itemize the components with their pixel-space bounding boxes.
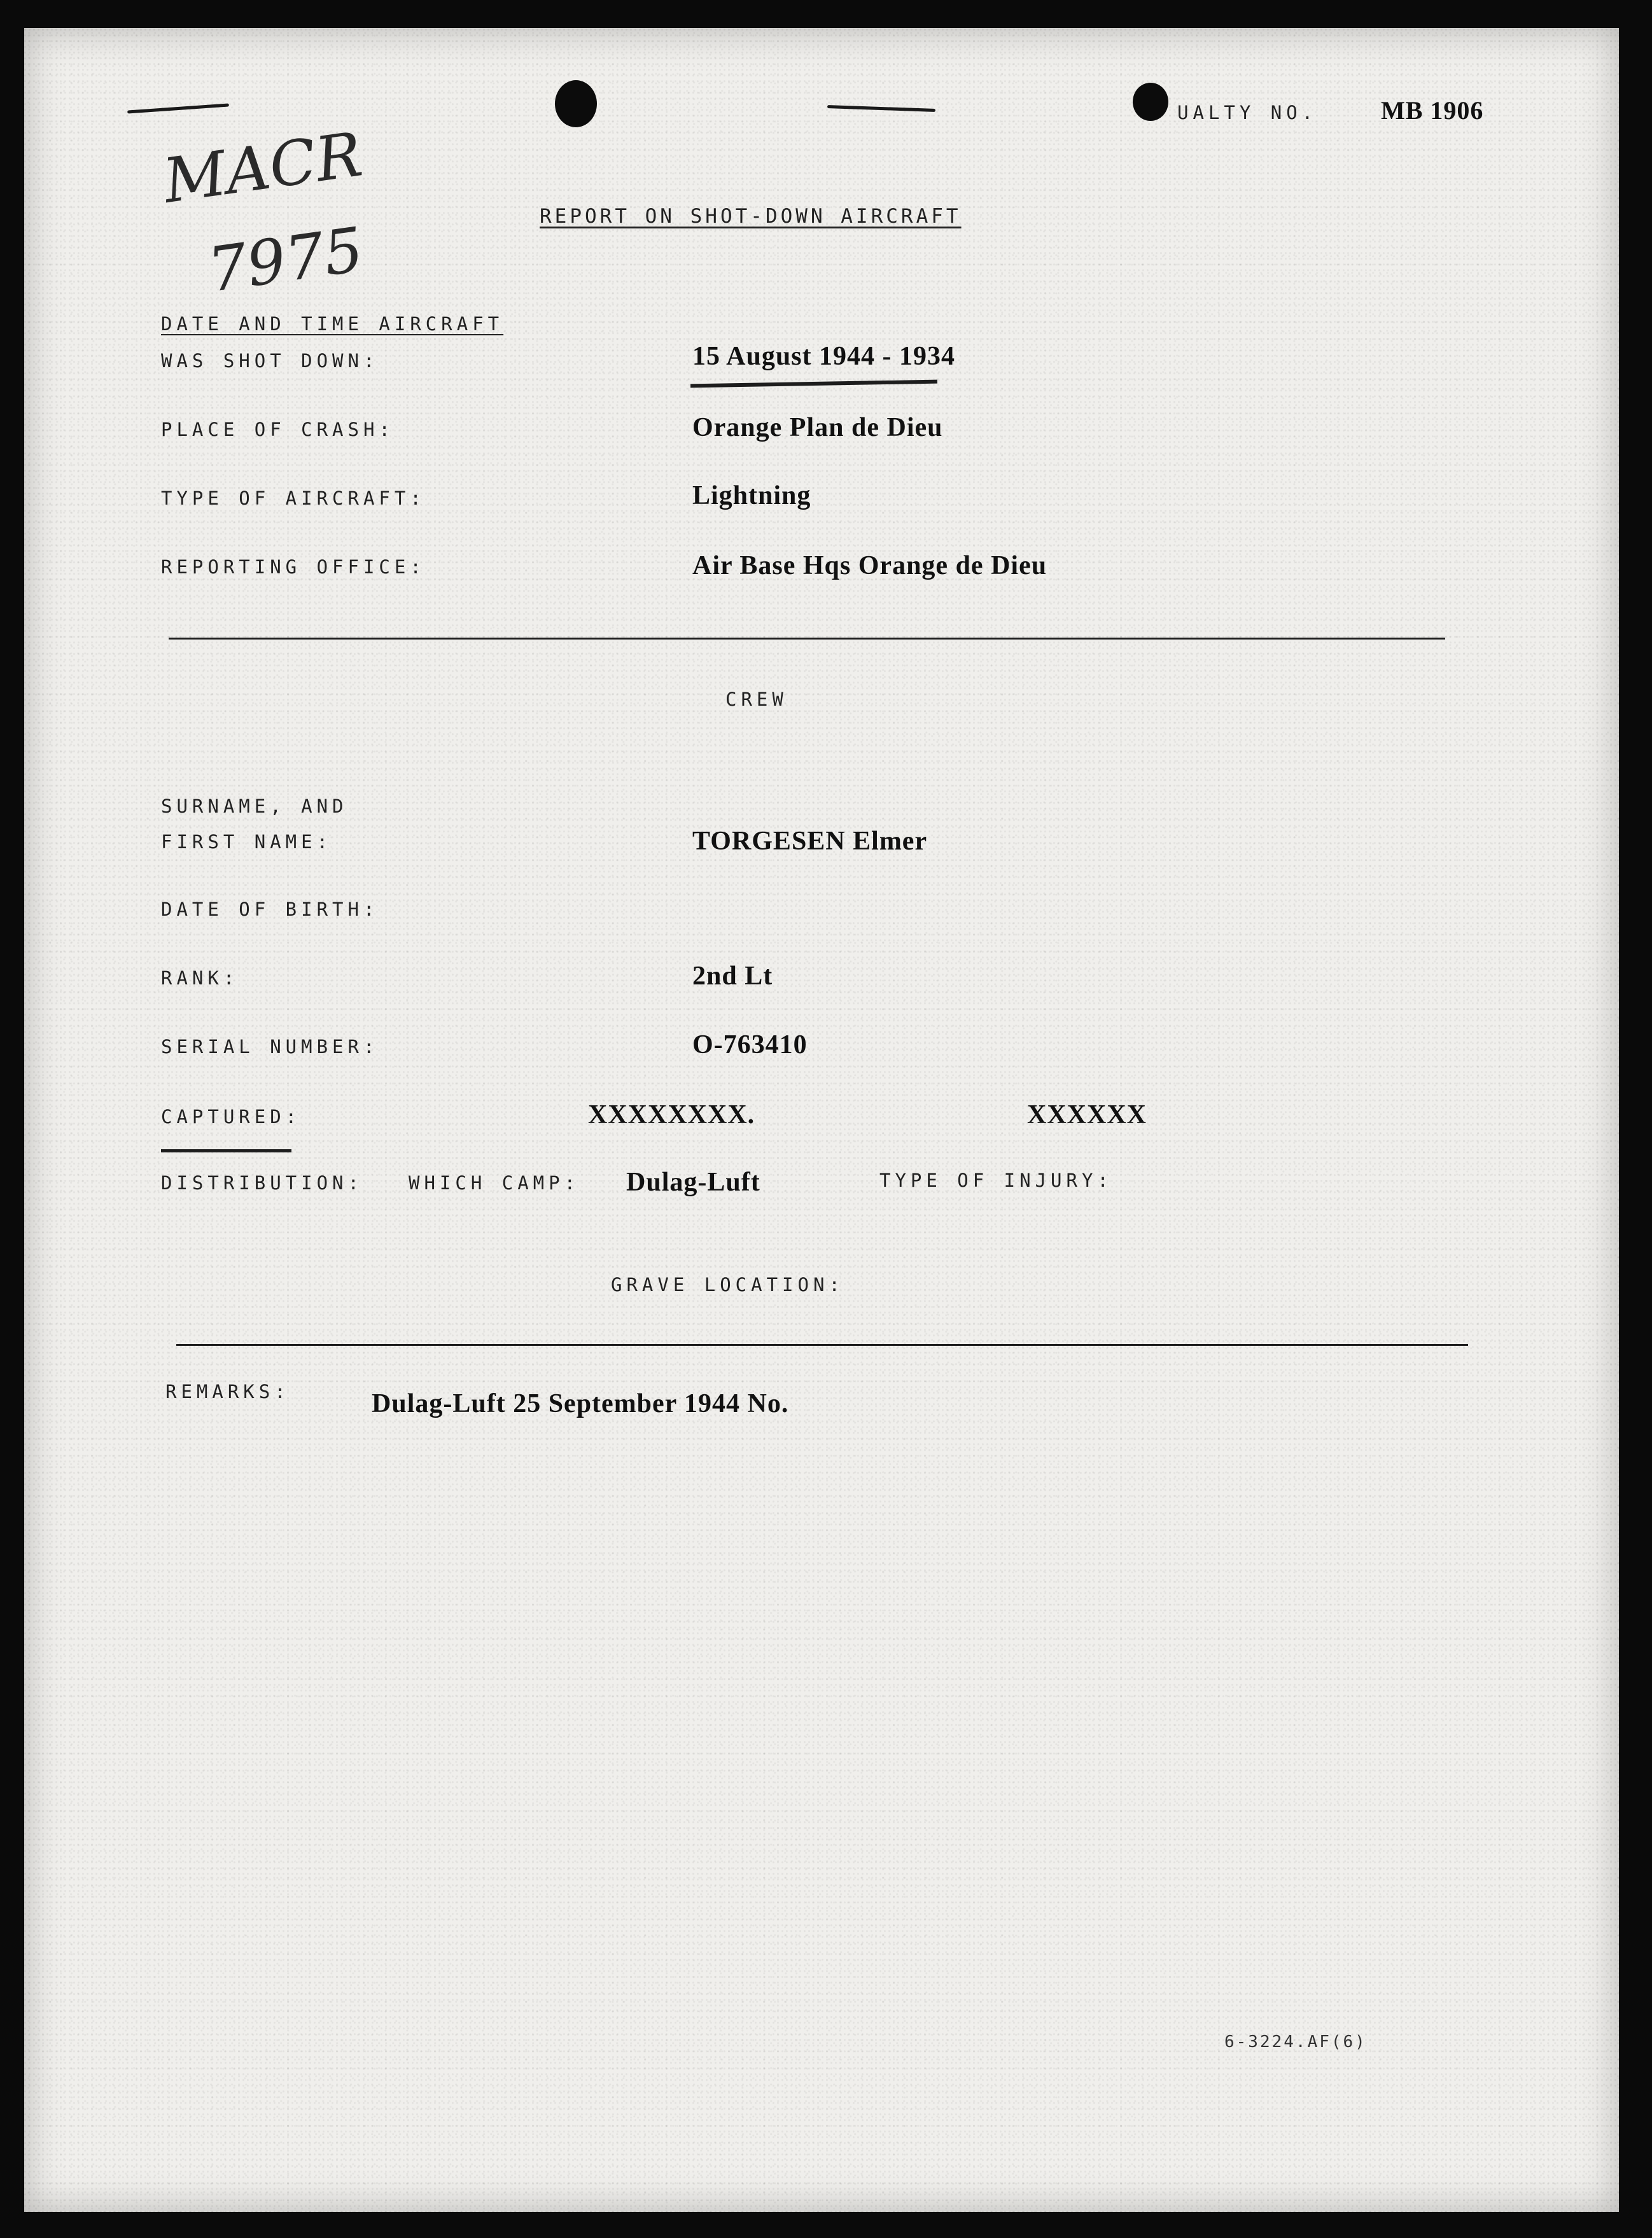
date-time-label-text: DATE AND TIME AIRCRAFT <box>161 313 504 335</box>
form-number: 6-3224.AF(6) <box>1224 2032 1367 2052</box>
report-title: REPORT ON SHOT-DOWN AIRCRAFT <box>540 205 962 228</box>
date-time-label-line2: WAS SHOT DOWN: <box>161 350 379 372</box>
casualty-number-value: MB 1906 <box>1381 96 1484 125</box>
handwritten-number: 7975 <box>204 213 368 306</box>
handwritten-note: MACR <box>159 118 367 217</box>
captured-label: CAPTURED: <box>161 1106 302 1128</box>
type-of-aircraft-label: TYPE OF AIRCRAFT: <box>161 487 426 509</box>
casualty-number-label: UALTY NO. <box>1177 102 1318 123</box>
captured-value-secondary: XXXXXX <box>1027 1100 1147 1129</box>
punch-hole <box>1133 83 1168 121</box>
which-camp-label: WHICH CAMP: <box>409 1172 580 1194</box>
serial-number-value: O-763410 <box>692 1030 808 1060</box>
section-divider <box>176 1344 1468 1346</box>
punch-hole <box>555 80 597 127</box>
place-of-crash-value: Orange Plan de Dieu <box>692 413 943 442</box>
type-of-injury-label: TYPE OF INJURY: <box>879 1170 1113 1191</box>
surname-value: TORGESEN Elmer <box>692 827 928 856</box>
section-divider <box>169 638 1445 640</box>
rank-label: RANK: <box>161 967 239 989</box>
grave-location-label: GRAVE LOCATION: <box>611 1274 844 1296</box>
remarks-label: REMARKS: <box>165 1381 290 1402</box>
date-of-birth-label: DATE OF BIRTH: <box>161 899 379 920</box>
captured-underline <box>161 1149 291 1152</box>
which-camp-value: Dulag-Luft <box>626 1168 760 1197</box>
reporting-office-label: REPORTING OFFICE: <box>161 556 426 578</box>
date-time-label-line1 <box>161 313 503 335</box>
remarks-value: Dulag-Luft 25 September 1944 No. <box>372 1389 789 1418</box>
captured-value: XXXXXXXX. <box>588 1100 755 1129</box>
surname-label-line2: FIRST NAME: <box>161 831 333 853</box>
reporting-office-value: Air Base Hqs Orange de Dieu <box>692 551 1047 580</box>
crew-heading: CREW <box>725 689 788 710</box>
serial-number-label: SERIAL NUMBER: <box>161 1036 379 1058</box>
place-of-crash-label: PLACE OF CRASH: <box>161 419 395 440</box>
date-time-value: 15 August 1944 - 1934 <box>692 342 956 371</box>
surname-label-line1: SURNAME, AND <box>161 795 348 817</box>
distribution-label: DISTRIBUTION: <box>161 1172 363 1194</box>
rank-value: 2nd Lt <box>692 962 773 991</box>
type-of-aircraft-value: Lightning <box>692 481 811 510</box>
